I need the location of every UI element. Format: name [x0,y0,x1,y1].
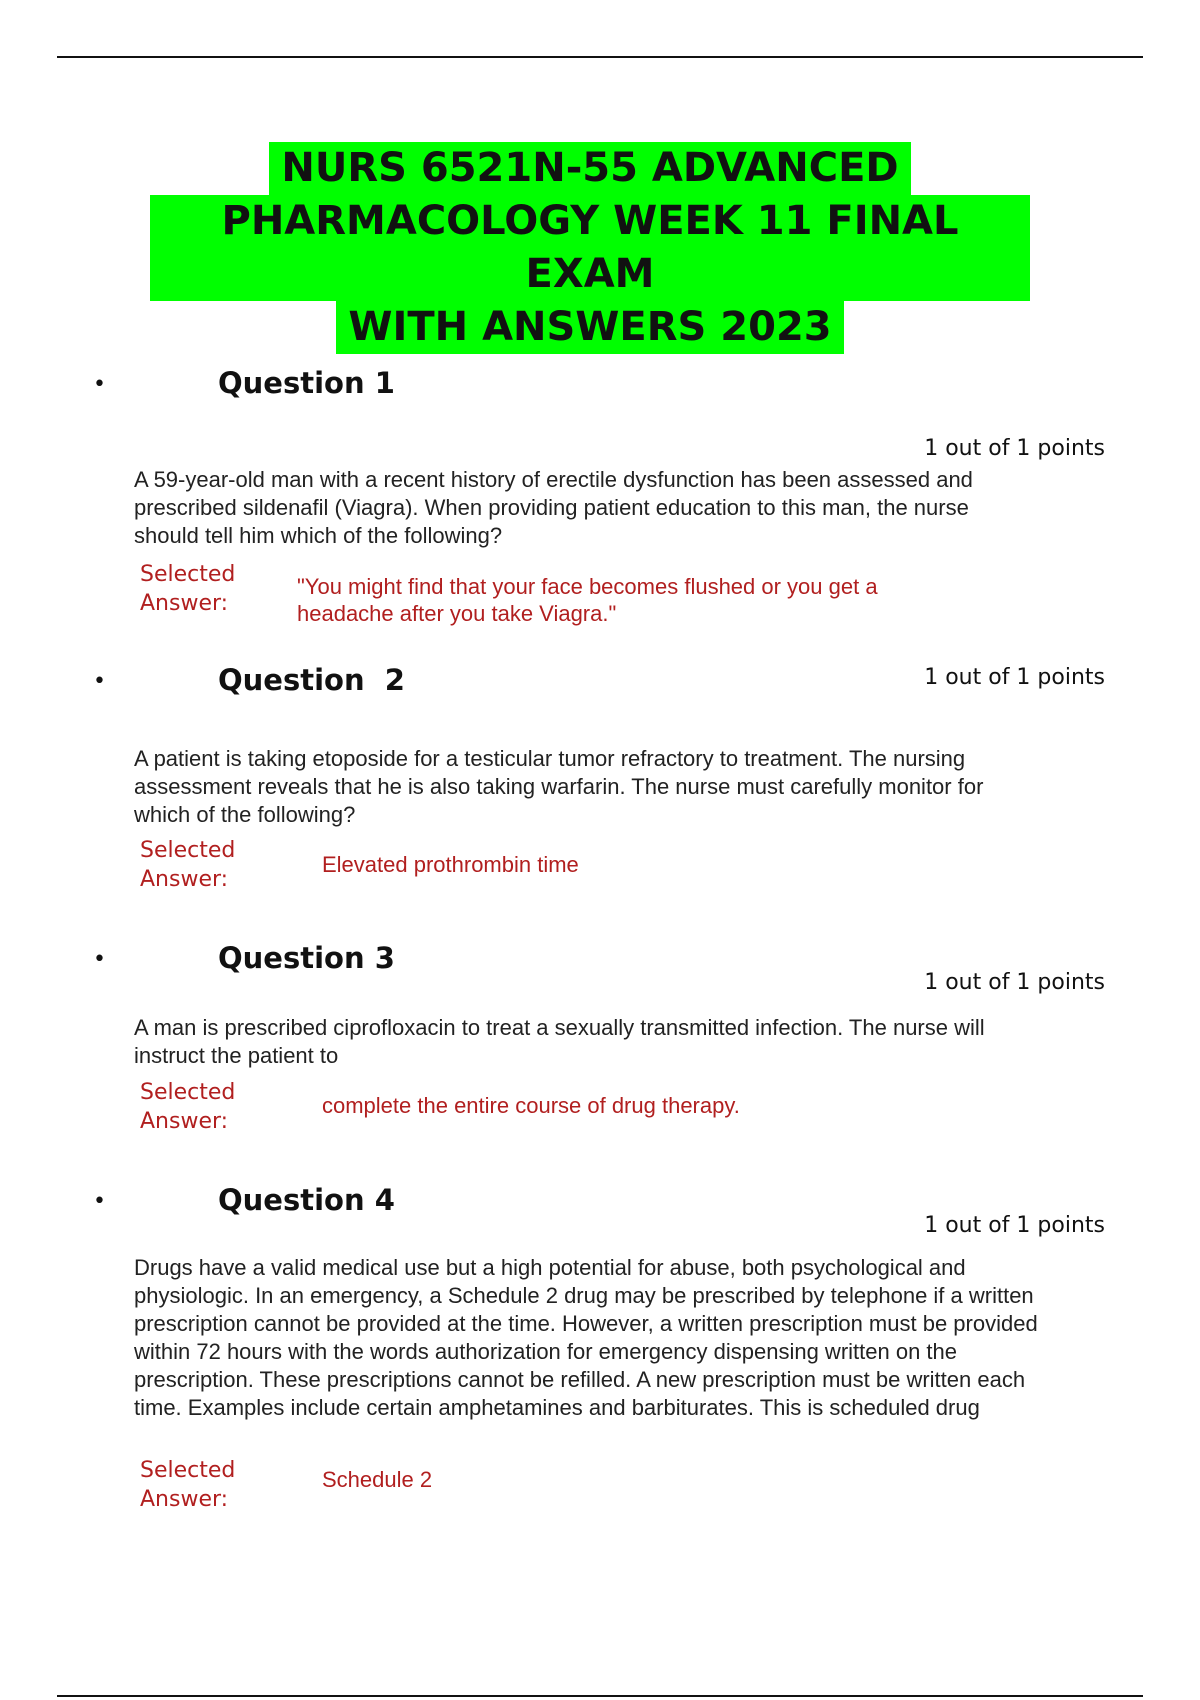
question-3-points: 1 out of 1 points [924,970,1105,995]
top-rule [57,56,1143,58]
title-line-2: PHARMACOLOGY WEEK 11 FINAL EXAM [150,195,1030,301]
question-1-answer: "You might find that your face becomes flushed or you get a headache after you take Viagra." [297,574,878,626]
question-2-points: 1 out of 1 points [924,665,1105,690]
question-title: Question 4 [218,1183,395,1217]
selected-answer-label: Selected Answer: [140,838,236,892]
document-title [150,142,1030,354]
bullet: • [93,947,106,972]
bottom-rule [57,1695,1143,1697]
selected-answer-label: Selected Answer: [140,1458,236,1512]
question-3-text: A man is prescribed ciprofloxacin to treat a sexually transmitted infection. The nurse will instruct the patient to [134,1015,985,1068]
question-4-points: 1 out of 1 points [924,1213,1105,1238]
title-line-1: NURS 6521N-55 ADVANCED [269,142,910,195]
bullet: • [93,372,106,397]
selected-answer-label: Selected Answer: [140,562,236,616]
question-1-points: 1 out of 1 points [924,436,1105,461]
selected-answer-label: Selected Answer: [140,1080,236,1134]
question-1-text: A 59-year-old man with a recent history of erectile dysfunction has been assessed and prescribed sildenafil (Viagra). When providing patient education to this man, the nurse should tell him which of the following? [134,467,973,548]
question-2-answer: Elevated prothrombin time [322,852,579,877]
question-4-answer: Schedule 2 [322,1467,433,1492]
question-title: Question 3 [218,941,395,975]
title-line-3: WITH ANSWERS 2023 [336,301,843,354]
question-title: Question 1 [218,366,395,400]
bullet: • [93,1189,106,1214]
question-3-answer: complete the entire course of drug therapy. [322,1093,740,1118]
question-1-header [0,366,1200,406]
question-4-text: Drugs have a valid medical use but a high potential for abuse, both psychological and physiologic. In an emergency, a Schedule 2 drug may be prescribed by telephone if a written prescription cannot be provided at the time. However, a written prescription must be provided within 72 hours with the words authorization for emergency dispensing written on the prescription. These prescriptions cannot be refilled. A new prescription must be written each time. Examples include certain amphetamines and barbiturates. This is scheduled drug [134,1255,1038,1420]
bullet: • [93,669,106,694]
question-2-text: A patient is taking etoposide for a testicular tumor refractory to treatment. The nursing assessment reveals that he is also taking warfarin. The nurse must carefully monitor for which of the following? [134,746,984,827]
question-title: Question 2 [218,663,405,697]
